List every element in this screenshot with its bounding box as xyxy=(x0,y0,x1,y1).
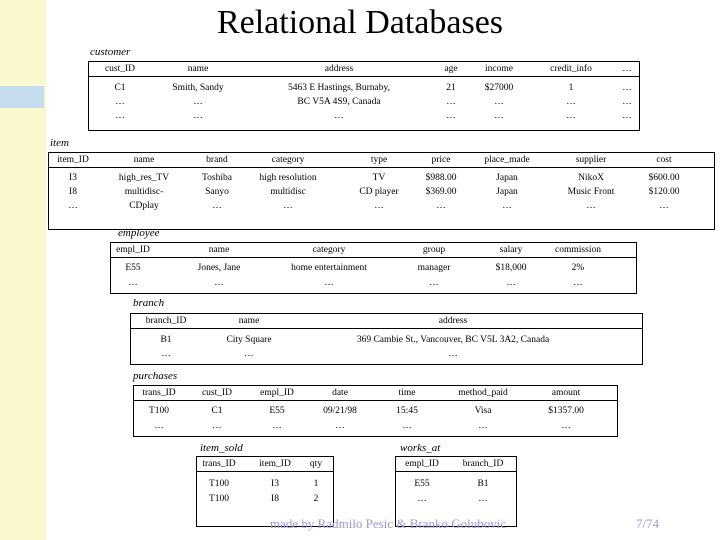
column-header: address xyxy=(324,64,354,74)
table-cell: Toshiba xyxy=(202,173,232,183)
table-item xyxy=(48,152,715,230)
table-cell: … xyxy=(622,83,632,93)
table-body xyxy=(110,258,637,294)
table-cell: manager xyxy=(417,263,451,273)
table-cell: … xyxy=(374,201,384,211)
table-label-works-at: works_at xyxy=(400,442,441,454)
column-header: cust_ID xyxy=(201,388,233,398)
table-cell: … xyxy=(446,97,456,107)
table-cell: I3 xyxy=(69,173,77,183)
slide-page-number: 7/74 xyxy=(636,516,660,531)
table-cell: CDplay xyxy=(129,201,159,211)
column-header: item_ID xyxy=(57,155,89,165)
table-cell: … xyxy=(283,201,293,211)
table-cell: … xyxy=(448,349,458,359)
table-body xyxy=(130,329,643,365)
column-header: salary xyxy=(499,245,523,255)
table-cell: … xyxy=(502,201,512,211)
table-cell: E55 xyxy=(125,263,141,273)
table-cell: I8 xyxy=(271,494,279,504)
table-header-row xyxy=(133,385,618,401)
column-header: empl_ID xyxy=(116,245,150,255)
table-header-row xyxy=(395,456,517,472)
table-cell: Smith, Sandy xyxy=(172,83,224,93)
table-cell: … xyxy=(566,111,576,121)
column-header: credit_info xyxy=(550,64,592,74)
table-body xyxy=(133,401,618,437)
column-header: name xyxy=(238,316,260,326)
table-cell: … xyxy=(334,111,344,121)
table-cell: … xyxy=(272,421,282,431)
column-header: place_made xyxy=(484,155,530,165)
table-cell: C1 xyxy=(211,406,223,416)
table-cell: NikoX xyxy=(578,173,604,183)
table-header-row xyxy=(110,242,637,258)
column-header: name xyxy=(208,245,230,255)
table-cell: $1357.00 xyxy=(548,406,584,416)
column-header: commission xyxy=(555,245,601,255)
column-header: branch_ID xyxy=(145,316,187,326)
table-cell: … xyxy=(161,349,171,359)
table-cell: … xyxy=(478,421,488,431)
table-cell: $988.00 xyxy=(425,173,457,183)
table-label-purchases: purchases xyxy=(133,370,178,382)
table-header-row xyxy=(130,313,643,329)
table-label-branch: branch xyxy=(133,297,165,309)
table-cell: Jones, Jane xyxy=(197,263,241,273)
column-header: type xyxy=(370,155,388,165)
column-header: group xyxy=(422,245,446,255)
column-header: empl_ID xyxy=(260,388,294,398)
table-cell: CD player xyxy=(359,187,399,197)
column-header: name xyxy=(187,64,209,74)
table-cell: Visa xyxy=(474,406,492,416)
table-cell: … xyxy=(436,201,446,211)
table-cell: TV xyxy=(372,173,386,183)
table-cell: … xyxy=(566,97,576,107)
table-cell: 5463 E Hastings, Burnaby, xyxy=(287,83,391,93)
table-cell: $369.00 xyxy=(425,187,457,197)
table-cell: 1 xyxy=(313,479,319,489)
column-header: amount xyxy=(551,388,581,398)
table-cell: $600.00 xyxy=(648,173,680,183)
column-header: cust_ID xyxy=(104,64,136,74)
table-cell: T100 xyxy=(148,406,170,416)
table-cell: … xyxy=(212,421,222,431)
column-header: empl_ID xyxy=(405,459,439,469)
column-header: brand xyxy=(206,155,228,165)
table-cell: … xyxy=(429,278,439,288)
table-cell: … xyxy=(622,111,632,121)
table-label-item: item xyxy=(50,137,69,149)
table-cell: … xyxy=(659,201,669,211)
table-cell: $120.00 xyxy=(648,187,680,197)
table-cell: … xyxy=(586,201,596,211)
column-header: supplier xyxy=(575,155,607,165)
table-body xyxy=(48,168,715,230)
table-cell: … xyxy=(494,97,504,107)
table-cell: multidisc xyxy=(270,187,306,197)
table-customer xyxy=(88,61,640,131)
table-cell: City Square xyxy=(226,335,272,345)
table-cell: B1 xyxy=(477,479,489,489)
table-cell: multidisc- xyxy=(124,187,164,197)
table-cell: … xyxy=(324,278,334,288)
table-cell: … xyxy=(478,494,488,504)
column-header: time xyxy=(398,388,416,398)
table-cell: … xyxy=(506,278,516,288)
table-cell: … xyxy=(561,421,571,431)
table-cell: … xyxy=(622,97,632,107)
table-cell: $27000 xyxy=(484,83,514,93)
table-cell: … xyxy=(128,278,138,288)
column-header: date xyxy=(332,388,348,398)
table-cell: C1 xyxy=(114,83,126,93)
column-header: category xyxy=(271,155,305,165)
table-header-row xyxy=(88,61,640,77)
table-cell: … xyxy=(446,111,456,121)
table-cell: high resolution xyxy=(259,173,317,183)
column-header: age xyxy=(444,64,458,74)
table-cell: Music Front xyxy=(567,187,615,197)
table-branch xyxy=(130,313,643,365)
table-cell: … xyxy=(193,97,203,107)
table-cell: … xyxy=(402,421,412,431)
table-cell: … xyxy=(494,111,504,121)
column-header: name xyxy=(133,155,155,165)
left-decor-bar xyxy=(0,0,46,540)
slide-footer-credit: made by Radmilo Pesic & Branko Golubovic xyxy=(270,516,507,531)
table-cell: … xyxy=(212,201,222,211)
column-header: address xyxy=(438,316,468,326)
table-cell: $18,000 xyxy=(495,263,527,273)
table-cell: 15:45 xyxy=(396,406,418,416)
table-cell: … xyxy=(573,278,583,288)
table-cell: 21 xyxy=(446,83,456,93)
table-cell: … xyxy=(193,111,203,121)
table-cell: 1 xyxy=(568,83,574,93)
column-header: income xyxy=(485,64,513,74)
table-cell: 09/21/98 xyxy=(323,406,357,416)
table-cell: … xyxy=(154,421,164,431)
column-header: method_paid xyxy=(458,388,508,398)
table-cell: … xyxy=(335,421,345,431)
table-cell: high_res_TV xyxy=(118,173,170,183)
table-label-customer: customer xyxy=(90,46,131,58)
column-header: price xyxy=(431,155,451,165)
table-cell: E55 xyxy=(414,479,430,489)
table-cell: T100 xyxy=(208,494,230,504)
column-header: cost xyxy=(656,155,672,165)
table-cell: I8 xyxy=(69,187,77,197)
table-cell: … xyxy=(244,349,254,359)
column-header: branch_ID xyxy=(462,459,504,469)
table-purchases xyxy=(133,385,618,437)
table-cell: … xyxy=(214,278,224,288)
table-cell: T100 xyxy=(208,479,230,489)
table-cell: BC V5A 4S9, Canada xyxy=(297,97,381,107)
column-header: item_ID xyxy=(259,459,291,469)
table-header-row xyxy=(196,456,334,472)
table-employee xyxy=(110,242,637,294)
table-cell: … xyxy=(115,111,125,121)
column-header: … xyxy=(622,64,632,74)
column-header: trans_ID xyxy=(202,459,236,469)
table-cell: I3 xyxy=(271,479,279,489)
column-header: category xyxy=(312,245,346,255)
table-cell: Sanyo xyxy=(205,187,229,197)
blue-accent-box xyxy=(0,86,44,108)
table-cell: 369 Cambie St., Vancouver, BC V5L 3A2, Canada xyxy=(356,335,550,345)
table-cell: 2% xyxy=(571,263,585,273)
table-cell: 2 xyxy=(313,494,319,504)
table-label-items-sold: item_sold xyxy=(200,442,243,454)
table-cell: … xyxy=(68,201,78,211)
table-cell: Japan xyxy=(496,187,518,197)
table-cell: Japan xyxy=(496,173,518,183)
table-label-employee: employee xyxy=(118,227,160,239)
table-cell: … xyxy=(115,97,125,107)
table-header-row xyxy=(48,152,715,168)
table-cell: … xyxy=(417,494,427,504)
table-body xyxy=(88,77,640,131)
column-header: qty xyxy=(309,459,323,469)
slide-title: Relational Databases xyxy=(216,4,504,41)
table-cell: E55 xyxy=(269,406,285,416)
column-header: trans_ID xyxy=(142,388,176,398)
table-cell: home entertainment xyxy=(291,263,367,273)
table-cell: B1 xyxy=(160,335,172,345)
